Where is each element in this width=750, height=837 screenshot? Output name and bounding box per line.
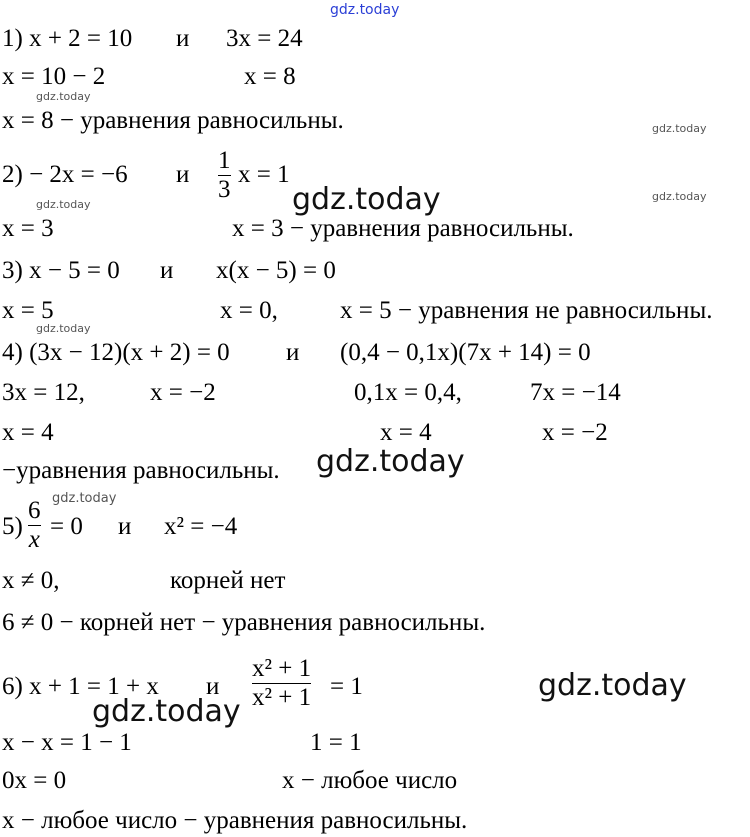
- watermark-small: gdz.today: [652, 190, 707, 203]
- eq-line: = 1: [330, 673, 363, 700]
- fraction: [28, 498, 41, 553]
- fraction-denominator: 3: [218, 176, 231, 203]
- conjunction: и: [160, 257, 174, 284]
- watermark-large: gdz.today: [92, 694, 241, 729]
- eq-line: x = 10 − 2: [2, 63, 106, 90]
- eq-line: 1 = 1: [310, 729, 362, 756]
- watermark-large: gdz.today: [292, 182, 441, 217]
- fraction: [218, 148, 231, 203]
- eq-line: 3) x − 5 = 0: [2, 257, 120, 284]
- eq-line: x² = −4: [164, 513, 238, 540]
- watermark-large: gdz.today: [538, 668, 687, 703]
- eq-line: x = −2: [150, 379, 216, 406]
- conclusion-line: 6 ≠ 0 − корней нет − уравнения равносильны.: [2, 609, 486, 636]
- item-number: 5): [2, 513, 23, 540]
- conjunction: и: [176, 25, 190, 52]
- watermark-small: gdz.today: [36, 322, 91, 335]
- fraction-denominator: x: [28, 526, 40, 553]
- fraction-numerator: 6: [28, 497, 41, 524]
- note: корней нет: [170, 567, 286, 594]
- conjunction: и: [176, 161, 190, 188]
- watermark-small: gdz.today: [52, 491, 117, 506]
- eq-line: 0x = 0: [2, 767, 67, 794]
- watermark-top: gdz.today: [330, 2, 400, 18]
- conclusion-line: x = 3 − уравнения равносильны.: [232, 215, 574, 242]
- eq-line: x = 4: [2, 419, 54, 446]
- eq-line: 4) (3x − 12)(x + 2) = 0: [2, 339, 230, 366]
- watermark-small: gdz.today: [36, 90, 91, 103]
- fraction-numerator: 1: [218, 147, 231, 174]
- watermark-small: gdz.today: [652, 122, 707, 135]
- watermark-small: gdz.today: [36, 198, 91, 211]
- eq-line: x = 1: [238, 161, 290, 188]
- eq-line: 2) − 2x = −6: [2, 161, 128, 188]
- eq-line: x = 8: [244, 63, 296, 90]
- fraction: [252, 656, 311, 711]
- conjunction: и: [286, 339, 300, 366]
- eq-line: 6) x + 1 = 1 + x: [2, 673, 159, 700]
- eq-line: x(x − 5) = 0: [216, 257, 336, 284]
- conjunction: и: [118, 513, 132, 540]
- eq-line: x = −2: [542, 419, 608, 446]
- eq-line: 3x = 24: [226, 25, 303, 52]
- fraction-denominator: x² + 1: [252, 684, 312, 711]
- eq-line: x − x = 1 − 1: [2, 729, 132, 756]
- eq-line: x ≠ 0,: [2, 567, 60, 594]
- eq-line: x = 3: [2, 215, 54, 242]
- fraction-numerator: x² + 1: [252, 655, 312, 682]
- conclusion-line: x = 8 − уравнения равносильны.: [2, 107, 344, 134]
- eq-line: x = 0,: [220, 297, 278, 324]
- eq-line: x = 5: [2, 297, 54, 324]
- eq-line: 3x = 12,: [2, 379, 85, 406]
- eq-line: 0,1x = 0,4,: [354, 379, 462, 406]
- eq-line: (0,4 − 0,1x)(7x + 14) = 0: [340, 339, 591, 366]
- conclusion-line: x − любое число − уравнения равносильны.: [2, 807, 468, 834]
- conclusion-line: x = 5 − уравнения не равносильны.: [340, 297, 713, 324]
- note: x − любое число: [282, 767, 458, 794]
- conjunction: и: [206, 673, 220, 700]
- conclusion-line: −уравнения равносильны.: [2, 457, 280, 484]
- eq-line: 1) x + 2 = 10: [2, 25, 133, 52]
- watermark-large: gdz.today: [316, 444, 465, 479]
- eq-line: 7x = −14: [530, 379, 621, 406]
- eq-line: x = 4: [380, 419, 432, 446]
- eq-line: = 0: [50, 513, 83, 540]
